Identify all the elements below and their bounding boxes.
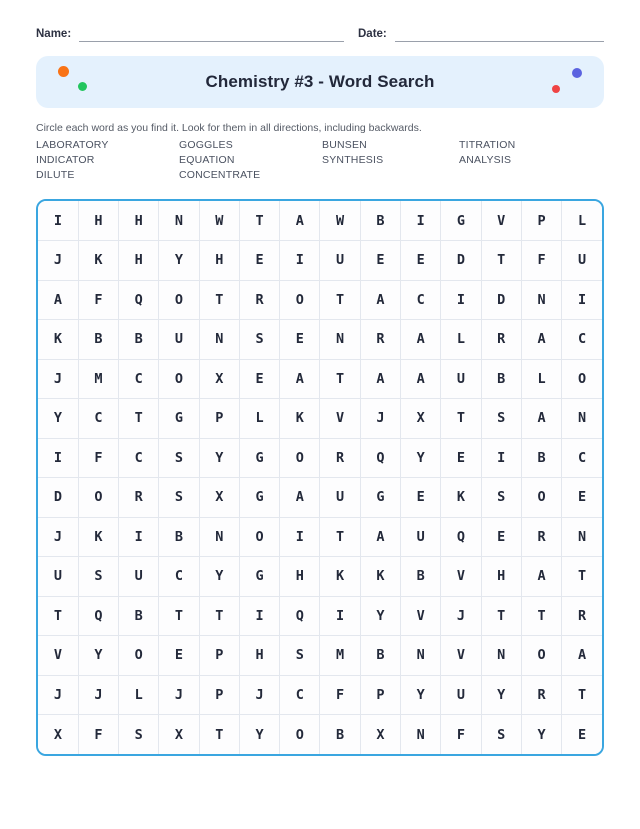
grid-cell[interactable]: T — [320, 517, 360, 557]
grid-cell[interactable]: P — [521, 201, 561, 241]
grid-cell[interactable]: Q — [360, 438, 400, 478]
grid-cell[interactable]: T — [199, 596, 239, 636]
grid-cell[interactable]: Y — [401, 675, 441, 715]
grid-cell[interactable]: F — [78, 280, 118, 320]
grid-cell[interactable]: Y — [360, 596, 400, 636]
grid-cell[interactable]: C — [562, 438, 602, 478]
grid-cell[interactable]: U — [320, 478, 360, 518]
grid-cell[interactable]: X — [159, 715, 199, 755]
grid-cell[interactable]: T — [562, 675, 602, 715]
grid-cell[interactable]: S — [481, 399, 521, 439]
date-input-line[interactable] — [395, 28, 604, 42]
grid-cell[interactable]: O — [521, 636, 561, 676]
grid-cell[interactable]: L — [562, 201, 602, 241]
grid-cell[interactable]: D — [481, 280, 521, 320]
grid-cell[interactable]: V — [401, 596, 441, 636]
grid-cell[interactable]: Q — [78, 596, 118, 636]
grid-cell[interactable]: B — [481, 359, 521, 399]
green-dot-icon — [78, 82, 87, 91]
grid-cell[interactable]: A — [401, 359, 441, 399]
word-list-item: TITRATION — [459, 139, 516, 151]
red-dot-icon — [552, 85, 560, 93]
grid-cell[interactable]: O — [159, 280, 199, 320]
grid-cell[interactable]: V — [481, 201, 521, 241]
grid-cell[interactable]: Y — [159, 241, 199, 281]
grid-cell[interactable]: N — [199, 517, 239, 557]
grid-cell[interactable]: B — [119, 596, 159, 636]
grid-row — [38, 280, 602, 320]
grid-cell[interactable]: T — [159, 596, 199, 636]
grid-cell[interactable]: S — [159, 438, 199, 478]
grid-cell[interactable]: K — [280, 399, 320, 439]
grid-cell[interactable]: C — [562, 320, 602, 360]
grid-cell[interactable]: R — [360, 320, 400, 360]
grid-cell[interactable]: J — [38, 675, 78, 715]
title-banner — [36, 56, 604, 108]
grid-cell[interactable]: T — [562, 557, 602, 597]
grid-cell[interactable]: A — [360, 517, 400, 557]
grid-cell[interactable]: E — [562, 715, 602, 755]
grid-cell[interactable]: P — [199, 636, 239, 676]
grid-cell[interactable]: U — [562, 241, 602, 281]
grid-cell[interactable]: T — [239, 201, 279, 241]
grid-row — [38, 596, 602, 636]
grid-cell[interactable]: I — [119, 517, 159, 557]
grid-cell[interactable]: K — [78, 517, 118, 557]
grid-cell[interactable]: P — [199, 675, 239, 715]
grid-cell[interactable]: H — [119, 241, 159, 281]
grid-cell[interactable]: H — [481, 557, 521, 597]
grid-cell[interactable]: X — [38, 715, 78, 755]
word-search-grid-container — [36, 199, 604, 756]
grid-cell[interactable]: I — [562, 280, 602, 320]
grid-cell[interactable]: I — [280, 241, 320, 281]
grid-cell[interactable]: G — [239, 557, 279, 597]
grid-cell[interactable]: B — [521, 438, 561, 478]
grid-cell[interactable]: T — [521, 596, 561, 636]
grid-cell[interactable]: A — [38, 280, 78, 320]
grid-cell[interactable]: E — [159, 636, 199, 676]
grid-cell[interactable]: R — [119, 478, 159, 518]
name-field-group — [36, 28, 344, 42]
grid-cell[interactable]: U — [159, 320, 199, 360]
word-list-item: SYNTHESIS — [322, 154, 384, 166]
grid-cell[interactable]: T — [199, 715, 239, 755]
grid-cell[interactable]: K — [320, 557, 360, 597]
grid-cell[interactable]: I — [441, 280, 481, 320]
grid-cell[interactable]: U — [38, 557, 78, 597]
grid-cell[interactable]: I — [239, 596, 279, 636]
grid-row — [38, 675, 602, 715]
grid-cell[interactable]: U — [441, 675, 481, 715]
grid-cell[interactable]: O — [280, 280, 320, 320]
grid-cell[interactable]: U — [119, 557, 159, 597]
grid-cell[interactable]: A — [521, 320, 561, 360]
student-info-row — [36, 28, 604, 42]
word-list — [36, 139, 604, 181]
grid-cell[interactable]: V — [38, 636, 78, 676]
grid-cell[interactable]: F — [441, 715, 481, 755]
grid-row — [38, 715, 602, 755]
word-list-item: DILUTE — [36, 169, 75, 181]
grid-cell[interactable]: A — [401, 320, 441, 360]
grid-cell[interactable]: I — [38, 201, 78, 241]
instructions-text: Circle each word as you find it. Look for them in all directions, including backwards. — [36, 122, 422, 134]
grid-cell[interactable]: A — [521, 557, 561, 597]
grid-row — [38, 636, 602, 676]
grid-cell[interactable]: V — [441, 636, 481, 676]
name-label: Name: — [36, 28, 72, 40]
grid-cell[interactable]: Y — [199, 438, 239, 478]
word-list-item: GOGGLES — [179, 139, 233, 151]
grid-cell[interactable]: P — [360, 675, 400, 715]
grid-row — [38, 201, 602, 241]
grid-cell[interactable]: N — [401, 715, 441, 755]
grid-cell[interactable]: S — [119, 715, 159, 755]
grid-cell[interactable]: A — [521, 399, 561, 439]
grid-cell[interactable]: V — [320, 399, 360, 439]
grid-cell[interactable]: A — [562, 636, 602, 676]
grid-cell[interactable]: O — [159, 359, 199, 399]
grid-cell[interactable]: J — [159, 675, 199, 715]
grid-cell[interactable]: K — [78, 241, 118, 281]
grid-cell[interactable]: X — [401, 399, 441, 439]
grid-cell[interactable]: I — [38, 438, 78, 478]
grid-cell[interactable]: P — [199, 399, 239, 439]
grid-cell[interactable]: M — [320, 636, 360, 676]
grid-cell[interactable]: A — [280, 359, 320, 399]
grid-cell[interactable]: T — [481, 596, 521, 636]
grid-cell[interactable]: N — [562, 399, 602, 439]
grid-cell[interactable]: B — [78, 320, 118, 360]
date-label: Date: — [358, 28, 387, 40]
grid-cell[interactable]: G — [239, 438, 279, 478]
grid-cell[interactable]: I — [320, 596, 360, 636]
grid-cell[interactable]: O — [280, 715, 320, 755]
grid-cell[interactable]: E — [239, 241, 279, 281]
grid-cell[interactable]: G — [159, 399, 199, 439]
grid-cell[interactable]: R — [239, 280, 279, 320]
grid-cell[interactable]: D — [441, 241, 481, 281]
grid-cell[interactable]: W — [199, 201, 239, 241]
word-list-item: CONCENTRATE — [179, 169, 261, 181]
grid-cell[interactable]: S — [239, 320, 279, 360]
grid-cell[interactable]: T — [199, 280, 239, 320]
grid-cell[interactable]: H — [119, 201, 159, 241]
name-input-line[interactable] — [79, 28, 344, 42]
grid-cell[interactable]: E — [280, 320, 320, 360]
grid-cell[interactable]: Y — [199, 557, 239, 597]
grid-cell[interactable]: J — [239, 675, 279, 715]
grid-cell[interactable]: H — [280, 557, 320, 597]
grid-cell[interactable]: S — [481, 715, 521, 755]
grid-cell[interactable]: B — [320, 715, 360, 755]
grid-cell[interactable]: O — [521, 478, 561, 518]
grid-cell[interactable]: Q — [280, 596, 320, 636]
grid-cell[interactable]: Y — [239, 715, 279, 755]
grid-cell[interactable]: K — [441, 478, 481, 518]
grid-cell[interactable]: U — [441, 359, 481, 399]
grid-cell[interactable]: R — [481, 320, 521, 360]
grid-cell[interactable]: H — [239, 636, 279, 676]
grid-cell[interactable]: C — [78, 399, 118, 439]
grid-row — [38, 517, 602, 557]
grid-cell[interactable]: F — [521, 241, 561, 281]
word-list-item: ANALYSIS — [459, 154, 512, 166]
grid-row — [38, 399, 602, 439]
grid-cell[interactable]: J — [441, 596, 481, 636]
grid-cell[interactable]: E — [360, 241, 400, 281]
grid-cell[interactable]: A — [280, 201, 320, 241]
grid-cell[interactable]: J — [38, 517, 78, 557]
grid-cell[interactable]: X — [360, 715, 400, 755]
grid-cell[interactable]: O — [280, 438, 320, 478]
grid-cell[interactable]: A — [360, 280, 400, 320]
word-list-item: INDICATOR — [36, 154, 95, 166]
word-list-item: EQUATION — [179, 154, 235, 166]
grid-cell[interactable]: O — [239, 517, 279, 557]
grid-cell[interactable]: B — [159, 517, 199, 557]
grid-cell[interactable]: K — [360, 557, 400, 597]
grid-cell[interactable]: F — [78, 715, 118, 755]
grid-row — [38, 241, 602, 281]
word-list-item: BUNSEN — [322, 139, 367, 151]
grid-cell[interactable]: T — [119, 399, 159, 439]
grid-cell[interactable]: J — [78, 675, 118, 715]
grid-cell[interactable]: Y — [401, 438, 441, 478]
grid-cell[interactable]: N — [320, 320, 360, 360]
date-field-group — [358, 28, 604, 42]
grid-cell[interactable]: D — [38, 478, 78, 518]
grid-cell[interactable]: H — [199, 241, 239, 281]
grid-cell[interactable]: C — [119, 359, 159, 399]
grid-cell[interactable]: W — [320, 201, 360, 241]
grid-cell[interactable]: Y — [521, 715, 561, 755]
grid-cell[interactable]: G — [239, 478, 279, 518]
grid-cell[interactable]: E — [239, 359, 279, 399]
grid-cell[interactable]: E — [401, 241, 441, 281]
grid-row — [38, 320, 602, 360]
grid-cell[interactable]: N — [481, 636, 521, 676]
grid-cell[interactable]: S — [481, 478, 521, 518]
grid-cell[interactable]: R — [562, 596, 602, 636]
grid-cell[interactable]: H — [78, 201, 118, 241]
grid-row — [38, 438, 602, 478]
grid-cell[interactable]: G — [441, 201, 481, 241]
grid-cell[interactable]: R — [521, 675, 561, 715]
grid-cell[interactable]: N — [159, 201, 199, 241]
grid-cell[interactable]: E — [401, 478, 441, 518]
orange-dot-icon — [58, 66, 69, 77]
grid-cell[interactable]: X — [199, 359, 239, 399]
grid-cell[interactable]: U — [320, 241, 360, 281]
grid-cell[interactable]: C — [280, 675, 320, 715]
word-search-grid — [38, 201, 602, 754]
grid-cell[interactable]: R — [521, 517, 561, 557]
grid-cell[interactable]: E — [441, 438, 481, 478]
grid-cell[interactable]: T — [441, 399, 481, 439]
grid-row — [38, 557, 602, 597]
grid-cell[interactable]: A — [360, 359, 400, 399]
page-title: Chemistry #3 - Word Search — [205, 72, 435, 91]
grid-cell[interactable]: T — [320, 359, 360, 399]
grid-cell[interactable]: T — [320, 280, 360, 320]
grid-cell[interactable]: A — [280, 478, 320, 518]
grid-cell[interactable]: Y — [38, 399, 78, 439]
grid-cell[interactable]: F — [78, 438, 118, 478]
grid-cell[interactable]: N — [401, 636, 441, 676]
grid-cell[interactable]: L — [521, 359, 561, 399]
grid-cell[interactable]: J — [38, 359, 78, 399]
grid-row — [38, 359, 602, 399]
grid-cell[interactable]: E — [481, 517, 521, 557]
grid-cell[interactable]: V — [441, 557, 481, 597]
grid-cell[interactable]: S — [159, 478, 199, 518]
grid-cell[interactable]: T — [481, 241, 521, 281]
grid-cell[interactable]: C — [159, 557, 199, 597]
grid-cell[interactable]: Y — [78, 636, 118, 676]
grid-cell[interactable]: B — [119, 320, 159, 360]
grid-cell[interactable]: M — [78, 359, 118, 399]
grid-cell[interactable]: J — [38, 241, 78, 281]
grid-cell[interactable]: O — [562, 359, 602, 399]
grid-cell[interactable]: N — [199, 320, 239, 360]
grid-cell[interactable]: G — [360, 478, 400, 518]
grid-cell[interactable]: C — [401, 280, 441, 320]
word-list-item: LABORATORY — [36, 139, 109, 151]
grid-cell[interactable]: T — [38, 596, 78, 636]
grid-cell[interactable]: I — [481, 438, 521, 478]
grid-cell[interactable]: J — [360, 399, 400, 439]
grid-cell[interactable]: N — [521, 280, 561, 320]
grid-cell[interactable]: I — [280, 517, 320, 557]
grid-cell[interactable]: U — [401, 517, 441, 557]
grid-cell[interactable]: L — [239, 399, 279, 439]
grid-cell[interactable]: Q — [119, 280, 159, 320]
grid-cell[interactable]: Y — [481, 675, 521, 715]
grid-cell[interactable]: X — [199, 478, 239, 518]
grid-row — [38, 478, 602, 518]
grid-cell[interactable]: S — [78, 557, 118, 597]
grid-cell[interactable]: C — [119, 438, 159, 478]
grid-cell[interactable]: K — [38, 320, 78, 360]
grid-cell[interactable]: B — [401, 557, 441, 597]
grid-cell[interactable]: Q — [441, 517, 481, 557]
grid-cell[interactable]: N — [562, 517, 602, 557]
grid-cell[interactable]: O — [78, 478, 118, 518]
grid-cell[interactable]: R — [320, 438, 360, 478]
grid-cell[interactable]: B — [360, 201, 400, 241]
grid-cell[interactable]: L — [441, 320, 481, 360]
grid-cell[interactable]: L — [119, 675, 159, 715]
grid-cell[interactable]: F — [320, 675, 360, 715]
grid-cell[interactable]: E — [562, 478, 602, 518]
grid-cell[interactable]: O — [119, 636, 159, 676]
blue-dot-icon — [572, 68, 582, 78]
grid-cell[interactable]: I — [401, 201, 441, 241]
grid-cell[interactable]: S — [280, 636, 320, 676]
grid-cell[interactable]: B — [360, 636, 400, 676]
